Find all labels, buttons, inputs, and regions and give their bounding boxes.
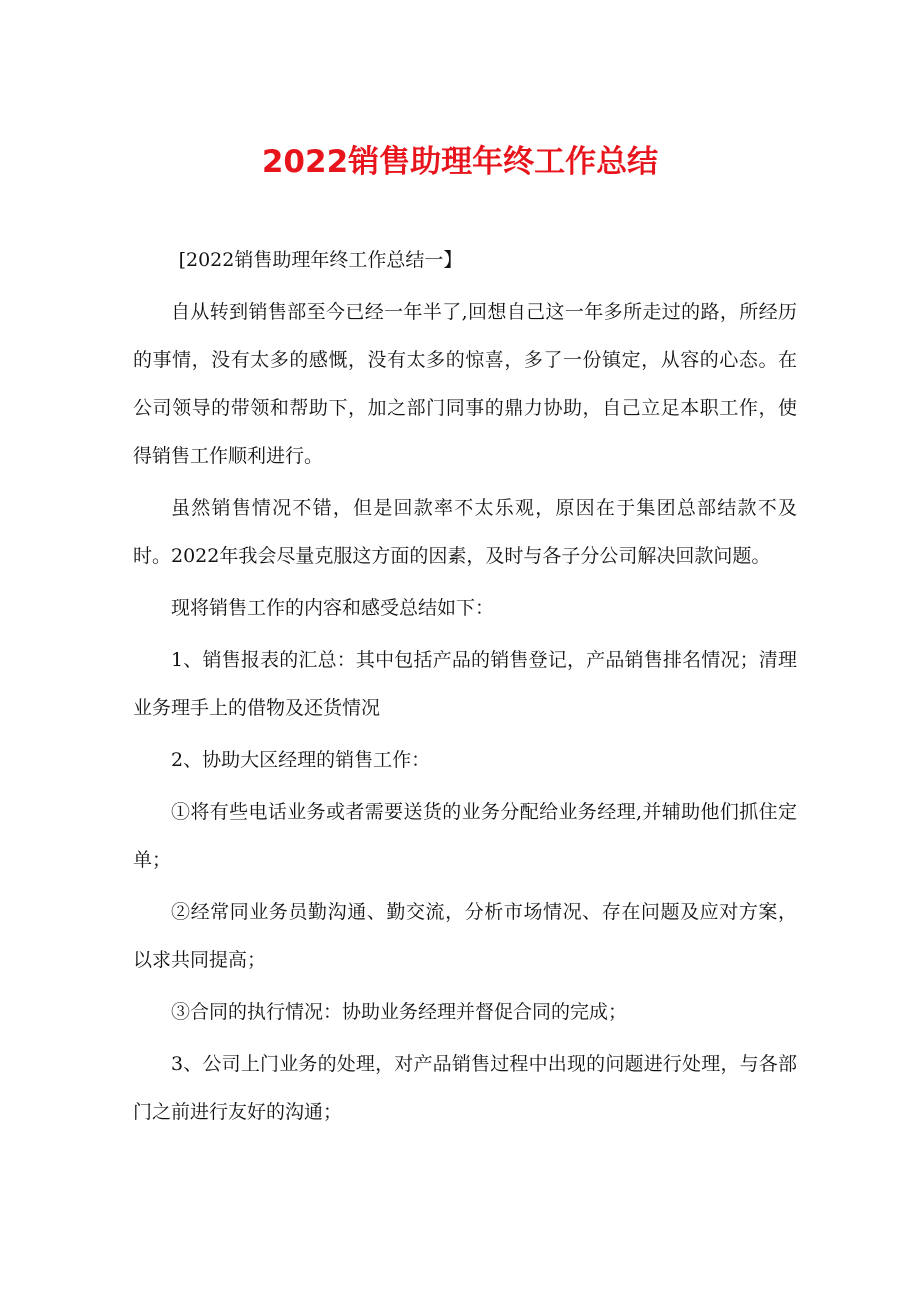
paragraph-item-3: 3、公司上门业务的处理，对产品销售过程中出现的问题进行处理，与各部门之前进行友好的沟通； [133,1053,797,1123]
paragraph-item-1: 1、销售报表的汇总：其中包括产品的销售登记，产品销售排名情况；清理业务理手上的借物及还货情况 [133,649,797,719]
paragraph-subitem-1: ①将有些电话业务或者需要送货的业务分配给业务经理,并辅助他们抓住定单； [133,801,797,871]
document-title: 2022销售助理年终工作总结 [261,144,659,180]
paragraph-intro: 自从转到销售部至今已经一年半了,回想自己这一年多所走过的路，所经历的事情，没有太多的感慨，没有太多的惊喜，多了一份镇定，从容的心态。在公司领导的带领和帮助下，加之部门同事的鼎力协助，自己立足本职工作，使得销售工作顺利进行。 [133,301,797,467]
paragraph-item-2: 2、协助大区经理的销售工作： [171,749,431,771]
paragraph-subitem-3: ③合同的执行情况：协助业务经理并督促合同的完成； [171,1001,628,1023]
document-body [133,236,797,1140]
section-heading: [2022销售助理年终工作总结一】 [178,249,463,271]
paragraph-subitem-2: ②经常同业务员勤沟通、勤交流，分析市场情况、存在问题及应对方案，以求共同提高； [133,901,797,971]
paragraph-summary-lead: 现将销售工作的内容和感受总结如下： [171,597,495,619]
paragraph-payment: 虽然销售情况不错，但是回款率不太乐观，原因在于集团总部结款不及时。2022年我会尽量克服这方面的因素，及时与各子分公司解决回款问题。 [133,497,797,567]
